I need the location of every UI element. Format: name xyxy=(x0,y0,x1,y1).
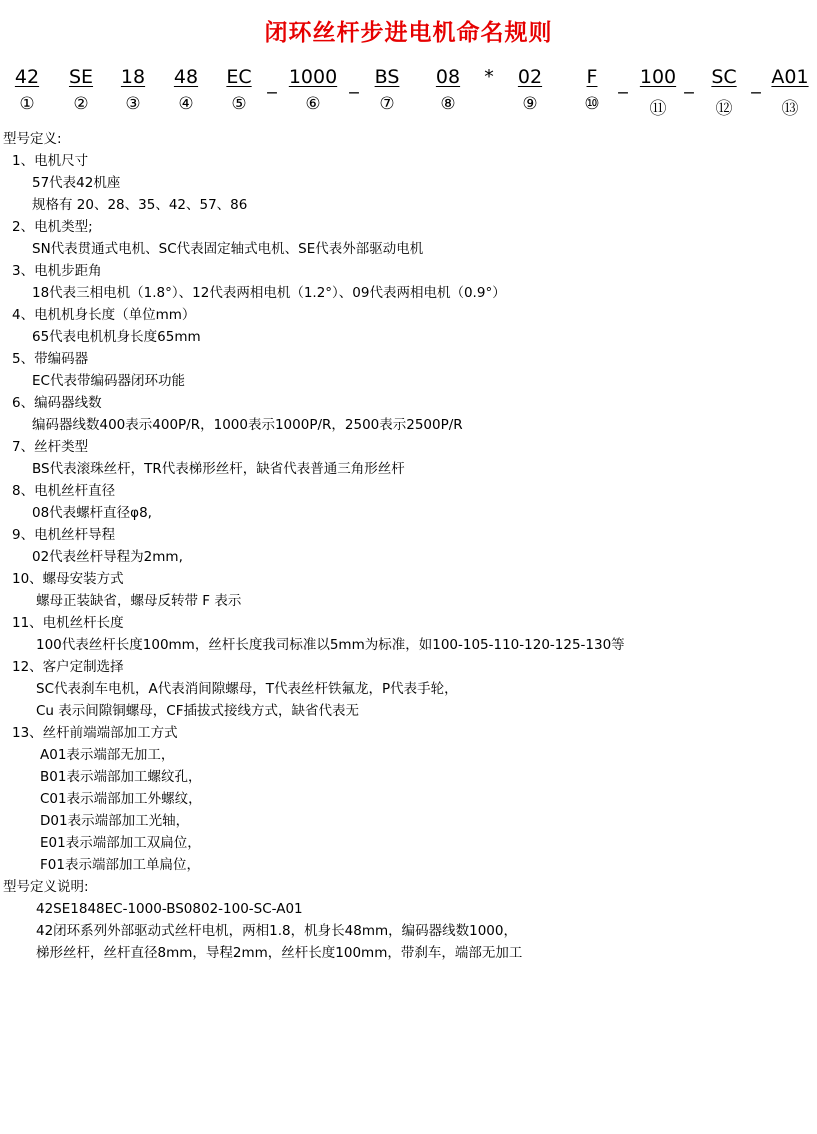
text-line: 42闭环系列外部驱动式丝杆电机，两相1.8，机身长48mm，编码器线数1000， xyxy=(36,923,517,939)
text-line: 规格有 20、28、35、42、57、86 xyxy=(32,197,248,213)
text-line: SC代表刹车电机，A代表消间隙螺母，T代表丝杆铁氟龙，P代表手轮， xyxy=(36,681,458,697)
text-line: F01表示端部加工单扁位， xyxy=(40,857,200,873)
code-index: ⑧ xyxy=(440,94,456,114)
code-index: ⑫ xyxy=(715,99,733,119)
text-line: 5、带编码器 xyxy=(12,351,89,367)
definition-text xyxy=(3,128,817,964)
text-line: 08代表螺杆直径φ8, xyxy=(32,505,152,521)
code-value: SE xyxy=(68,66,94,88)
code-index: ⑦ xyxy=(379,94,395,114)
text-line: 57代表42机座 xyxy=(32,175,121,191)
text-line: 8、电机丝杆直径 xyxy=(12,483,116,499)
code-value: F xyxy=(586,66,598,88)
code-segment xyxy=(375,66,400,114)
code-value: EC xyxy=(226,66,252,88)
text-line: 6、编码器线数 xyxy=(12,395,102,411)
code-value: 48 xyxy=(173,66,199,88)
code-index: ④ xyxy=(178,94,194,114)
text-line: 1、电机尺寸 xyxy=(12,153,89,169)
text-line: 02代表丝杆导程为2mm, xyxy=(32,549,183,565)
code-separator: _ xyxy=(684,72,694,94)
code-value: 100 xyxy=(639,66,677,88)
code-value: 02 xyxy=(517,66,543,88)
code-value: 18 xyxy=(120,66,146,88)
text-line: 型号定义说明: xyxy=(3,879,89,895)
text-line: 7、丝杆类型 xyxy=(12,439,89,455)
code-index: ⑥ xyxy=(305,94,321,114)
model-code-diagram xyxy=(0,66,817,126)
text-line: 编码器线数400表示400P/R，1000表示1000P/R，2500表示2500P/R xyxy=(32,417,463,433)
code-index: ⑤ xyxy=(231,94,247,114)
text-line: 12、客户定制选择 xyxy=(12,659,124,675)
code-segment xyxy=(518,66,542,114)
text-line: 9、电机丝杆导程 xyxy=(12,527,116,543)
code-index: ② xyxy=(73,94,89,114)
code-index: ⑬ xyxy=(781,99,799,119)
code-segment xyxy=(226,66,251,114)
code-segment xyxy=(436,66,460,114)
code-value: 42 xyxy=(14,66,40,88)
code-segment xyxy=(711,66,736,119)
code-index: ⑨ xyxy=(522,94,538,114)
code-separator: _ xyxy=(618,72,628,94)
code-index: ③ xyxy=(125,94,141,114)
text-line: 2、电机类型; xyxy=(12,219,93,235)
text-line: D01表示端部加工光轴， xyxy=(40,813,190,829)
code-segment xyxy=(289,66,337,114)
text-line: EC代表带编码器闭环功能 xyxy=(32,373,185,389)
text-line: 梯形丝杆，丝杆直径8mm，导程2mm，丝杆长度100mm，带刹车，端部无加工 xyxy=(36,945,523,961)
text-line: BS代表滚珠丝杆，TR代表梯形丝杆，缺省代表普通三角形丝杆 xyxy=(32,461,405,477)
text-line: Cu 表示间隙铜螺母，CF插拔式接线方式，缺省代表无 xyxy=(36,703,359,719)
code-separator: _ xyxy=(751,72,761,94)
text-line: 65代表电机机身长度65mm xyxy=(32,329,201,345)
text-line: 11、电机丝杆长度 xyxy=(12,615,124,631)
code-segment xyxy=(174,66,198,114)
code-segment xyxy=(584,66,599,114)
code-segment xyxy=(121,66,145,114)
code-value: SC xyxy=(711,66,737,88)
text-line: 10、螺母安装方式 xyxy=(12,571,124,587)
text-line: 100代表丝杆长度100mm，丝杆长度我司标准以5mm为标准，如100-105-110-120-125-130等 xyxy=(36,637,625,653)
code-separator: _ xyxy=(267,72,277,94)
code-index: ① xyxy=(19,94,35,114)
text-line: 螺母正装缺省，螺母反转带 F 表示 xyxy=(36,593,242,609)
text-line: 13、丝杆前端端部加工方式 xyxy=(12,725,178,741)
text-line: 型号定义: xyxy=(3,131,62,147)
page-title: 闭环丝杆步进电机命名规则 xyxy=(264,20,553,46)
text-line: A01表示端部无加工， xyxy=(40,747,175,763)
text-line: E01表示端部加工双扁位， xyxy=(40,835,201,851)
text-line: 18代表三相电机（1.8°）、12代表两相电机（1.2°）、09代表两相电机（0.9°） xyxy=(32,285,506,301)
text-line: B01表示端部加工螺纹孔， xyxy=(40,769,202,785)
text-line: 3、电机步距角 xyxy=(12,263,102,279)
code-value: 08 xyxy=(435,66,461,88)
code-separator: _ xyxy=(349,72,359,94)
code-value: 1000 xyxy=(288,66,338,88)
text-line: 4、电机机身长度（单位mm） xyxy=(12,307,196,323)
code-segment xyxy=(771,66,808,119)
code-value: A01 xyxy=(771,66,809,88)
text-line: 42SE1848EC-1000-BS0802-100-SC-A01 xyxy=(36,901,303,917)
code-index: ⑩ xyxy=(584,94,600,114)
text-line: SN代表贯通式电机、SC代表固定轴式电机、SE代表外部驱动电机 xyxy=(32,241,424,257)
code-segment xyxy=(640,66,676,119)
code-separator: * xyxy=(484,66,494,88)
code-segment xyxy=(69,66,93,114)
text-line: C01表示端部加工外螺纹， xyxy=(40,791,202,807)
code-segment xyxy=(15,66,39,114)
code-value: BS xyxy=(374,66,400,88)
code-index: ⑪ xyxy=(649,99,667,119)
